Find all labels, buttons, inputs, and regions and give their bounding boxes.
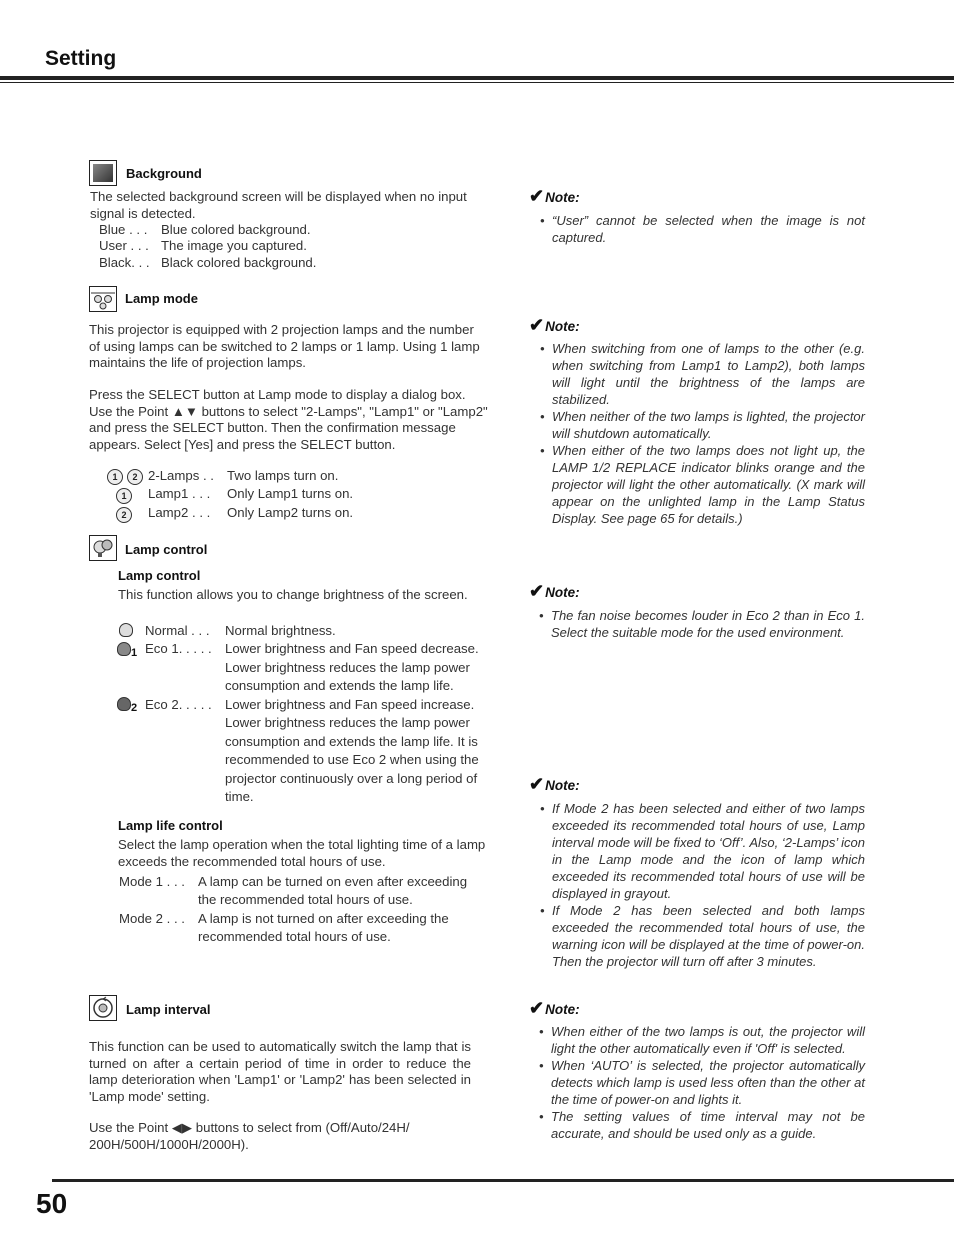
header-rule-thin [0, 82, 954, 83]
note-list [540, 800, 865, 970]
background-option: User . . . [99, 238, 149, 253]
note-item: • The setting values of time interval may not be accurate, and should be used only as a guide. [539, 1109, 865, 1141]
lamp-mode-option-desc: Only Lamp1 turns on. [227, 486, 354, 501]
lamp-control-option-desc: consumption and extends the lamp life. [225, 678, 454, 693]
normal-lamp-icon [119, 623, 133, 642]
note-list [540, 340, 865, 527]
lamp-control-desc: This function allows you to change brightness of the screen. [118, 587, 468, 602]
lamp-control-heading: Lamp control [125, 542, 208, 557]
note-item: • When either of the two lamps does not light up, the LAMP 1/2 REPLACE indicator blinks orange and the projector will light the other automatically. (X mark will appear on the unlighted lamp in the Lamp Status Display. See page 65 for details.) [540, 443, 865, 526]
note-list [540, 212, 865, 246]
lamp-life-mode: Mode 2 . . . [119, 911, 185, 926]
header-rule [0, 76, 954, 80]
background-icon [89, 160, 117, 186]
lamp1-icon: 1 [116, 486, 132, 504]
lamp-control-option-desc: consumption and extends the lamp life. It is [225, 734, 478, 749]
note-heading: ✔Note: [529, 774, 580, 794]
note-item: • “User” cannot be selected when the image is not captured. [540, 213, 865, 245]
background-option: Blue . . . [99, 222, 148, 237]
checkmark-icon: ✔ [529, 315, 545, 335]
lamp-control-option: Normal . . . [145, 623, 210, 638]
lamp-mode-option: Lamp2 . . . [148, 505, 211, 520]
note-item: • When neither of the two lamps is lighted, the projector will shutdown automatically. [540, 409, 865, 441]
lamp-mode-option: 2-Lamps . . [148, 468, 214, 483]
lamp-control-option-desc: Normal brightness. [225, 623, 336, 638]
lamp-mode-icon [89, 286, 117, 312]
checkmark-icon: ✔ [529, 581, 545, 601]
lamp2-icon: 2 [116, 505, 132, 523]
note-item: • The fan noise becomes louder in Eco 2 than in Eco 1. Select the suitable mode for the used environment. [539, 608, 865, 640]
checkmark-icon: ✔ [529, 998, 545, 1018]
lamp-mode-para: This projector is equipped with 2 projection lamps and the number of using lamps can be switched to 2 lamps or 1 lamp. Using 1 lamp maintains the life of projection lamps. [89, 322, 480, 370]
lamp-life-mode: Mode 1 . . . [119, 874, 185, 889]
background-option-desc: The image you captured. [161, 238, 307, 253]
note-heading: ✔Note: [529, 186, 580, 206]
lamp2-icon: 2 [127, 467, 143, 485]
lamp-life-mode-desc: the recommended total hours of use. [198, 892, 413, 907]
background-desc: The selected background screen will be displayed when no input signal is detected. [90, 189, 467, 221]
lamp-control-option-desc: time. [225, 789, 254, 804]
lamp-interval-para: Use the Point ◀▶ buttons to select from (Off/Auto/24H/ 200H/500H/1000H/2000H). [89, 1120, 410, 1152]
lamp-life-mode-desc: A lamp can be turned on even after exceeding [198, 874, 468, 889]
lamp-mode-option-desc: Two lamps turn on. [227, 468, 339, 483]
background-option-desc: Blue colored background. [161, 222, 311, 237]
background-option-desc: Black colored background. [161, 255, 317, 270]
note-list [539, 607, 865, 641]
lamp-control-subheading: Lamp control [118, 568, 201, 583]
eco2-icon: 2 [117, 697, 137, 716]
note-heading: ✔Note: [529, 581, 580, 601]
lamp-control-option: Eco 1. . . . . [145, 641, 212, 656]
checkmark-icon: ✔ [529, 186, 545, 206]
lamp-mode-option-desc: Only Lamp2 turns on. [227, 505, 354, 520]
lamp-mode-heading: Lamp mode [125, 291, 198, 306]
lamp-mode-option: Lamp1 . . . [148, 486, 211, 501]
lamp-life-subheading: Lamp life control [118, 818, 223, 833]
lamp-life-desc: Select the lamp operation when the total lighting time of a lamp exceeds the recommended total hours of use. [118, 837, 486, 869]
note-item: • If Mode 2 has been selected and either of two lamps exceeded its recommended total hours of use, Lamp interval mode will be fixed to ‘Off’. Also, ‘2-Lamps’ icon in the Lamp mode and the icon of lamp which exceeded its recommended total hours of use will be displayed in grayout. [540, 801, 865, 901]
note-heading: ✔Note: [529, 998, 580, 1018]
lamp-control-option: Eco 2. . . . . [145, 697, 212, 712]
lamp-interval-heading: Lamp interval [126, 1002, 211, 1017]
note-list [539, 1023, 865, 1142]
lamp-control-option-desc: Lower brightness reduces the lamp power [225, 715, 470, 730]
note-heading: ✔Note: [529, 315, 580, 335]
lamp-control-icon [89, 535, 117, 561]
note-item: • When ‘AUTO’ is selected, the projector automatically detects which lamp is used less often than the other at the time of power-on and lights it. [539, 1058, 865, 1107]
background-option: Black. . . [99, 255, 150, 270]
lamp-interval-para: This function can be used to automatically switch the lamp that is turned on after a certain period of time in order to reduce the lamp deterioration when 'Lamp1' or 'Lamp2' has been selected in 'Lamp mode' setting. [89, 1039, 471, 1104]
eco1-icon: 1 [117, 642, 137, 661]
checkmark-icon: ✔ [529, 774, 545, 794]
background-heading: Background [126, 166, 202, 181]
lamp-life-mode-desc: A lamp is not turned on after exceeding the [198, 911, 449, 926]
lamp-interval-icon [89, 995, 117, 1021]
lamp-control-option-desc: Lower brightness reduces the lamp power [225, 660, 470, 675]
page-title: Setting [45, 47, 117, 70]
page-number: 50 [36, 1188, 68, 1219]
footer-rule [52, 1179, 954, 1182]
lamp-mode-para: Press the SELECT button at Lamp mode to display a dialog box. Use the Point ▲▼ buttons to select "2-Lamps", "Lamp1" or "Lamp2" and press the SELECT button. Then the confirmation message appears. Select [Yes] and press the SELECT button. [89, 387, 488, 452]
lamp-control-option-desc: Lower brightness and Fan speed decrease. [225, 641, 479, 656]
lamp1-icon: 1 [107, 467, 123, 485]
note-item: • If Mode 2 has been selected and both lamps exceeded the recommended total hours of use, the warning icon will be displayed at the time of power-on. Then the projector will turn off after 3 minutes. [540, 903, 865, 969]
lamp-control-option-desc: projector continuously over a long period of [225, 771, 478, 786]
note-item: • When either of the two lamps is out, the projector will light the other automatically even if 'Off' is selected. [539, 1024, 865, 1056]
lamp-control-option-desc: Lower brightness and Fan speed increase. [225, 697, 475, 712]
lamp-life-mode-desc: recommended total hours of use. [198, 929, 391, 944]
lamp-control-option-desc: recommended to use Eco 2 when using the [225, 752, 479, 767]
note-item: • When switching from one of lamps to the other (e.g. when switching from Lamp1 to Lamp2), both lamps will light until the brightness of the lamps are stabilized. [540, 341, 865, 407]
